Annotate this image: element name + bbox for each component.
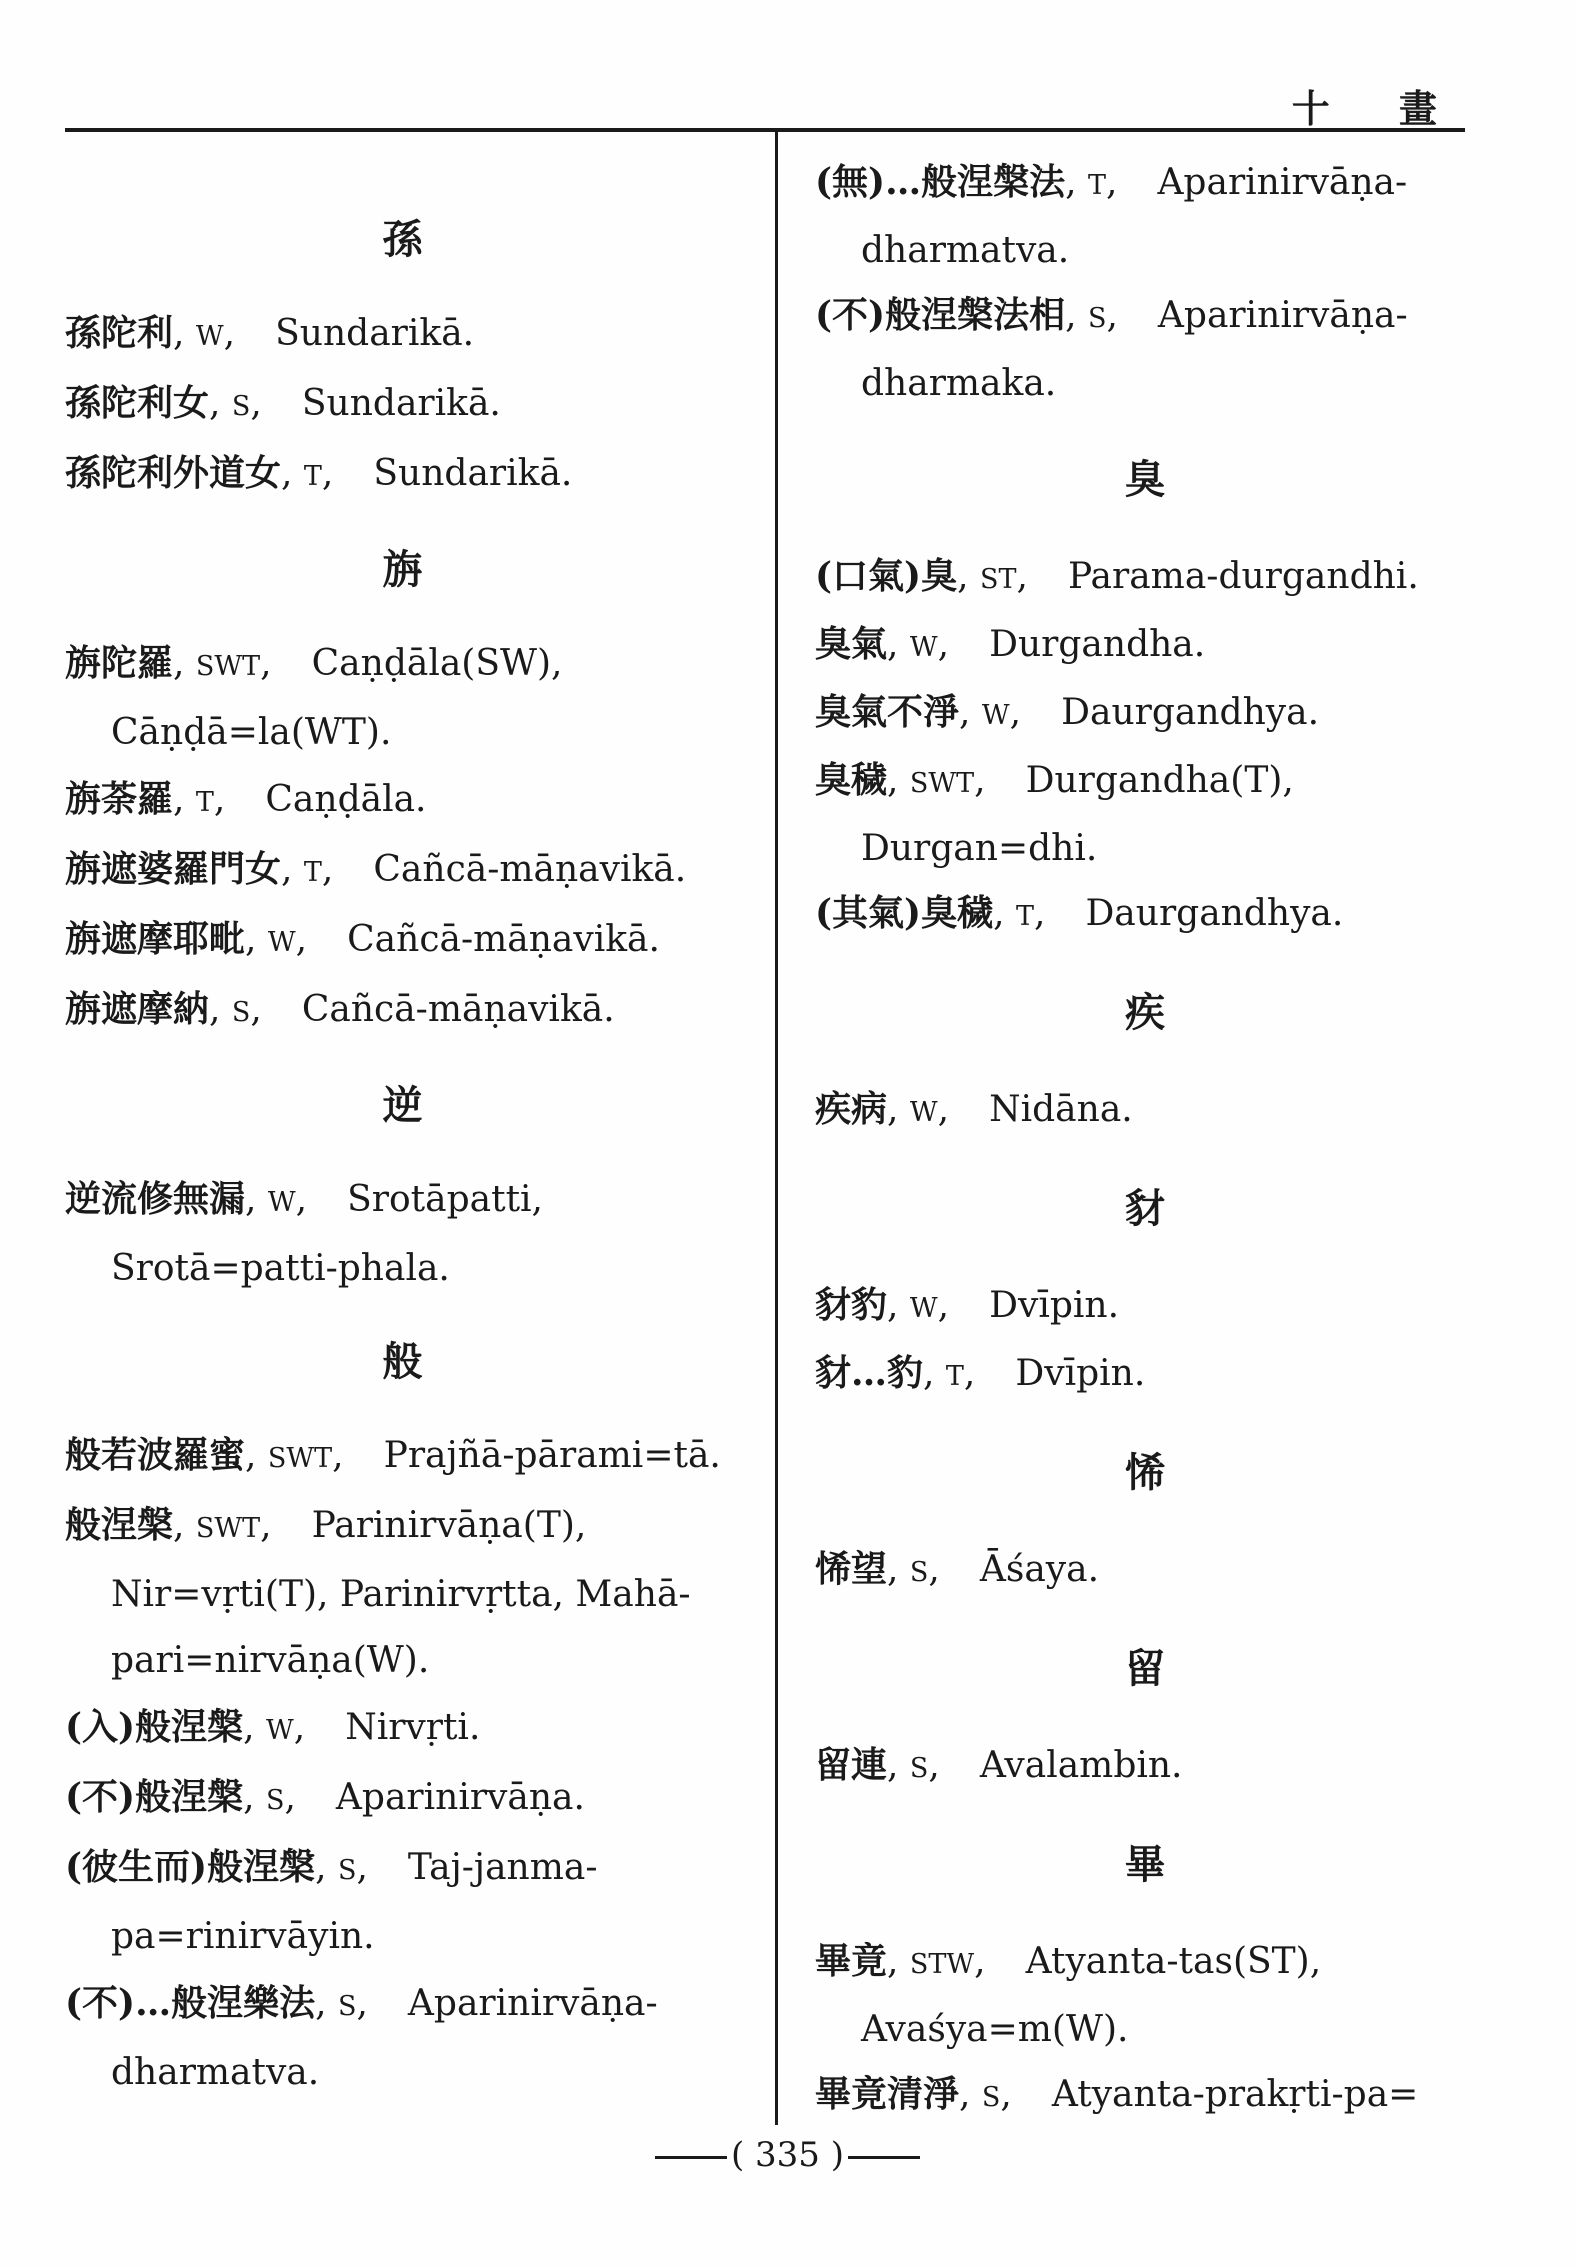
dictionary-entry: 孫陀利女, S, Sundarikā.	[65, 382, 501, 424]
dictionary-entry: 豺豹, W, Dvīpin.	[815, 1284, 1120, 1326]
dictionary-entry: 疾病, W, Nidāna.	[815, 1088, 1133, 1130]
section-title: 十 畫	[1291, 86, 1465, 131]
dictionary-entry: 旃遮摩耶毗, W, Cañcā-māṇavikā.	[65, 918, 660, 960]
dictionary-entry: 臭氣不淨, W, Daurgandhya.	[815, 691, 1320, 733]
headword: 疾	[1125, 989, 1165, 1036]
entry-source: T	[303, 857, 322, 888]
headword: 般	[382, 1338, 423, 1385]
headword: 臭	[1125, 456, 1165, 503]
entry-sanskrit: Taj-janma-pa=rinirvāyin.	[111, 1847, 598, 1957]
dictionary-entry: (不)般涅槃, S, Aparinirvāṇa.	[65, 1776, 585, 1818]
entry-sanskrit: Srotāpatti, Srotā=patti-phala.	[111, 1179, 543, 1289]
entry-term: 般涅槃	[65, 1504, 174, 1546]
entry-term: 逆流修無漏	[65, 1178, 246, 1220]
entry-source: S	[231, 997, 251, 1028]
entry-source: SWT	[195, 1513, 261, 1544]
top-rule	[65, 128, 1465, 132]
entry-source: W	[909, 632, 938, 663]
entry-term: 疾病	[815, 1088, 888, 1130]
entry-sanskrit: Parinirvāṇa(T), Nir=vṛti(T), Parinirvṛtta, Mahā-pari=nirvāṇa(W).	[111, 1505, 691, 1681]
entry-sanskrit: Daurgandhya.	[1085, 893, 1344, 934]
entry-sanskrit: Cañcā-māṇavikā.	[347, 919, 660, 960]
dictionary-entry: 般涅槃, SWT, Parinirvāṇa(T), Nir=vṛti(T), Parinirvṛtta, Mahā-pari=nirvāṇa(W).	[65, 1504, 691, 1681]
entry-term: (口氣)臭	[815, 555, 958, 597]
entry-term: 旃遮婆羅門女	[65, 848, 282, 890]
footer-dash-left	[655, 2156, 727, 2159]
entry-sanskrit: Prajñā-pārami=tā.	[383, 1435, 721, 1476]
dictionary-entry: 孫陀利外道女, T, Sundarikā.	[65, 452, 573, 494]
entry-sanskrit: Cañcā-māṇavikā.	[373, 849, 687, 890]
entry-term: 豺豹	[815, 1284, 888, 1326]
entry-source: S	[265, 1785, 285, 1816]
entry-sanskrit: Durgandha(T), Durgan=dhi.	[861, 760, 1294, 869]
dictionary-entry: 旃遮摩納, S, Cañcā-māṇavikā.	[65, 988, 615, 1030]
headword: 悕	[1125, 1449, 1165, 1496]
entry-sanskrit: Durgandha.	[989, 624, 1206, 665]
entry-sanskrit: Aparinirvāṇa-dharmatva.	[111, 1983, 658, 2093]
entry-term: 孫陀利女	[65, 382, 210, 424]
footer-dash-right	[848, 2156, 920, 2159]
entry-source: W	[267, 1187, 296, 1218]
entry-source: ST	[979, 564, 1017, 595]
headword: 旃	[382, 546, 423, 593]
entry-term: 孫陀利外道女	[65, 452, 282, 494]
entry-term: (彼生而)般涅槃	[65, 1846, 316, 1888]
dictionary-entry: 孫陀利, W, Sundarikā.	[65, 312, 475, 354]
entry-source: T	[195, 787, 214, 818]
headword: 豺	[1125, 1185, 1165, 1232]
right-column	[815, 150, 1475, 2130]
entry-term: 孫陀利	[65, 312, 174, 354]
dictionary-entry: (口氣)臭, ST, Parama-durgandhi.	[815, 555, 1419, 597]
entry-sanskrit: Cañcā-māṇavikā.	[301, 989, 615, 1030]
entry-term: 畢竟	[815, 1940, 888, 1982]
entry-term: (其氣)臭穢	[815, 892, 994, 934]
entry-sanskrit: Sundarikā.	[373, 453, 573, 494]
entry-sanskrit: Aparinirvāṇa-dharmatva.	[861, 162, 1408, 271]
entry-sanskrit: Daurgandhya.	[1061, 692, 1320, 733]
dictionary-entry: 臭穢, SWT, Durgandha(T), Durgan=dhi.	[815, 759, 1294, 869]
entry-sanskrit: Avalambin.	[979, 1745, 1183, 1786]
dictionary-entry: 旃遮婆羅門女, T, Cañcā-māṇavikā.	[65, 848, 687, 890]
entry-term: (不)般涅槃	[65, 1776, 244, 1818]
entry-term: 悕望	[815, 1548, 888, 1590]
entry-term: 豺…豹	[815, 1352, 924, 1394]
entry-term: (無)…般涅槃法	[815, 161, 1066, 203]
entry-term: (入)般涅槃	[65, 1706, 244, 1748]
column-divider	[775, 130, 778, 2125]
entry-sanskrit: Nidāna.	[989, 1089, 1133, 1130]
entry-source: SWT	[267, 1443, 333, 1474]
entry-sanskrit: Āśaya.	[979, 1549, 1100, 1590]
entry-source: W	[909, 1097, 938, 1128]
entry-term: 臭氣	[815, 623, 888, 665]
entry-source: W	[267, 927, 296, 958]
entry-term: 旃陀羅	[65, 642, 174, 684]
entry-term: 畢竟清淨	[815, 2073, 960, 2115]
dictionary-entry: 豺…豹, T, Dvīpin.	[815, 1352, 1146, 1394]
dictionary-entry: 臭氣, W, Durgandha.	[815, 623, 1206, 665]
page-number: ( 335 )	[730, 2135, 845, 2175]
dictionary-entry: (入)般涅槃, W, Nirvṛti.	[65, 1706, 481, 1748]
entry-term: 旃荼羅	[65, 778, 174, 820]
entry-source: S	[909, 1753, 929, 1784]
entry-source: T	[303, 461, 322, 492]
entry-sanskrit: Aparinirvāṇa-dharmaka.	[861, 295, 1408, 404]
headword: 畢	[1125, 1841, 1165, 1888]
dictionary-entry: 畢竟清淨, S, Atyanta-prakṛti-pa=	[815, 2073, 1419, 2115]
entry-source: T	[945, 1361, 964, 1392]
entry-source: T	[1087, 170, 1106, 201]
entry-sanskrit: Nirvṛti.	[345, 1707, 481, 1748]
entry-source: W	[909, 1293, 938, 1324]
dictionary-entry: (其氣)臭穢, T, Daurgandhya.	[815, 892, 1344, 934]
page-footer	[0, 2135, 1575, 2175]
headword: 留	[1125, 1645, 1165, 1692]
entry-term: 旃遮摩耶毗	[65, 918, 246, 960]
entry-sanskrit: Caṇḍāla.	[265, 779, 427, 820]
entry-source: W	[981, 700, 1010, 731]
entry-source: S	[231, 391, 251, 422]
entry-source: W	[265, 1715, 294, 1746]
entry-source: S	[337, 1991, 357, 2022]
dictionary-entry: 旃陀羅, SWT, Caṇḍāla(SW), Cāṇḍā=la(WT).	[65, 642, 563, 753]
headword: 逆	[382, 1082, 423, 1129]
entry-sanskrit: Sundarikā.	[275, 313, 475, 354]
headword: 孫	[382, 216, 423, 263]
entry-source: SWT	[909, 768, 975, 799]
dictionary-entry: (不)…般涅樂法, S, Aparinirvāṇa-dharmatva.	[65, 1982, 658, 2093]
entry-sanskrit: Aparinirvāṇa.	[335, 1777, 585, 1818]
entry-source: T	[1015, 901, 1034, 932]
entry-sanskrit: Dvīpin.	[989, 1285, 1120, 1326]
entry-term: 臭氣不淨	[815, 691, 960, 733]
dictionary-entry: 旃荼羅, T, Caṇḍāla.	[65, 778, 427, 820]
entry-source: STW	[909, 1949, 975, 1980]
entry-term: (不)般涅槃法相	[815, 294, 1066, 336]
entry-sanskrit: Sundarikā.	[301, 383, 501, 424]
entry-sanskrit: Atyanta-tas(ST), Avaśya=m(W).	[861, 1941, 1322, 2050]
dictionary-entry: 悕望, S, Āśaya.	[815, 1548, 1100, 1590]
entry-source: S	[909, 1557, 929, 1588]
dictionary-entry: 般若波羅蜜, SWT, Prajñā-pārami=tā.	[65, 1434, 721, 1476]
entry-term: 般若波羅蜜	[65, 1434, 246, 1476]
entry-source: S	[337, 1855, 357, 1886]
entry-source: S	[1087, 303, 1107, 334]
entry-sanskrit: Dvīpin.	[1015, 1353, 1146, 1394]
dictionary-entry: (彼生而)般涅槃, S, Taj-janma-pa=rinirvāyin.	[65, 1846, 598, 1957]
dictionary-entry: 留連, S, Avalambin.	[815, 1744, 1183, 1786]
dictionary-entry: 畢竟, STW, Atyanta-tas(ST), Avaśya=m(W).	[815, 1940, 1322, 2050]
entry-term: 留連	[815, 1744, 888, 1786]
entry-source: S	[981, 2082, 1001, 2113]
entry-sanskrit: Parama-durgandhi.	[1067, 556, 1419, 597]
entry-term: 臭穢	[815, 759, 888, 801]
dictionary-entry: (無)…般涅槃法, T, Aparinirvāṇa-dharmatva.	[815, 161, 1408, 271]
dictionary-entry: (不)般涅槃法相, S, Aparinirvāṇa-dharmaka.	[815, 294, 1408, 404]
entry-source: SWT	[195, 651, 261, 682]
entry-term: 旃遮摩納	[65, 988, 210, 1030]
left-column	[65, 150, 740, 2106]
dictionary-entry: 逆流修無漏, W, Srotāpatti, Srotā=patti-phala.	[65, 1178, 543, 1289]
entry-source: W	[195, 321, 224, 352]
entry-term: (不)…般涅樂法	[65, 1982, 316, 2024]
entry-sanskrit: Atyanta-prakṛti-pa=	[1051, 2074, 1419, 2115]
entry-sanskrit: Caṇḍāla(SW), Cāṇḍā=la(WT).	[111, 643, 563, 753]
